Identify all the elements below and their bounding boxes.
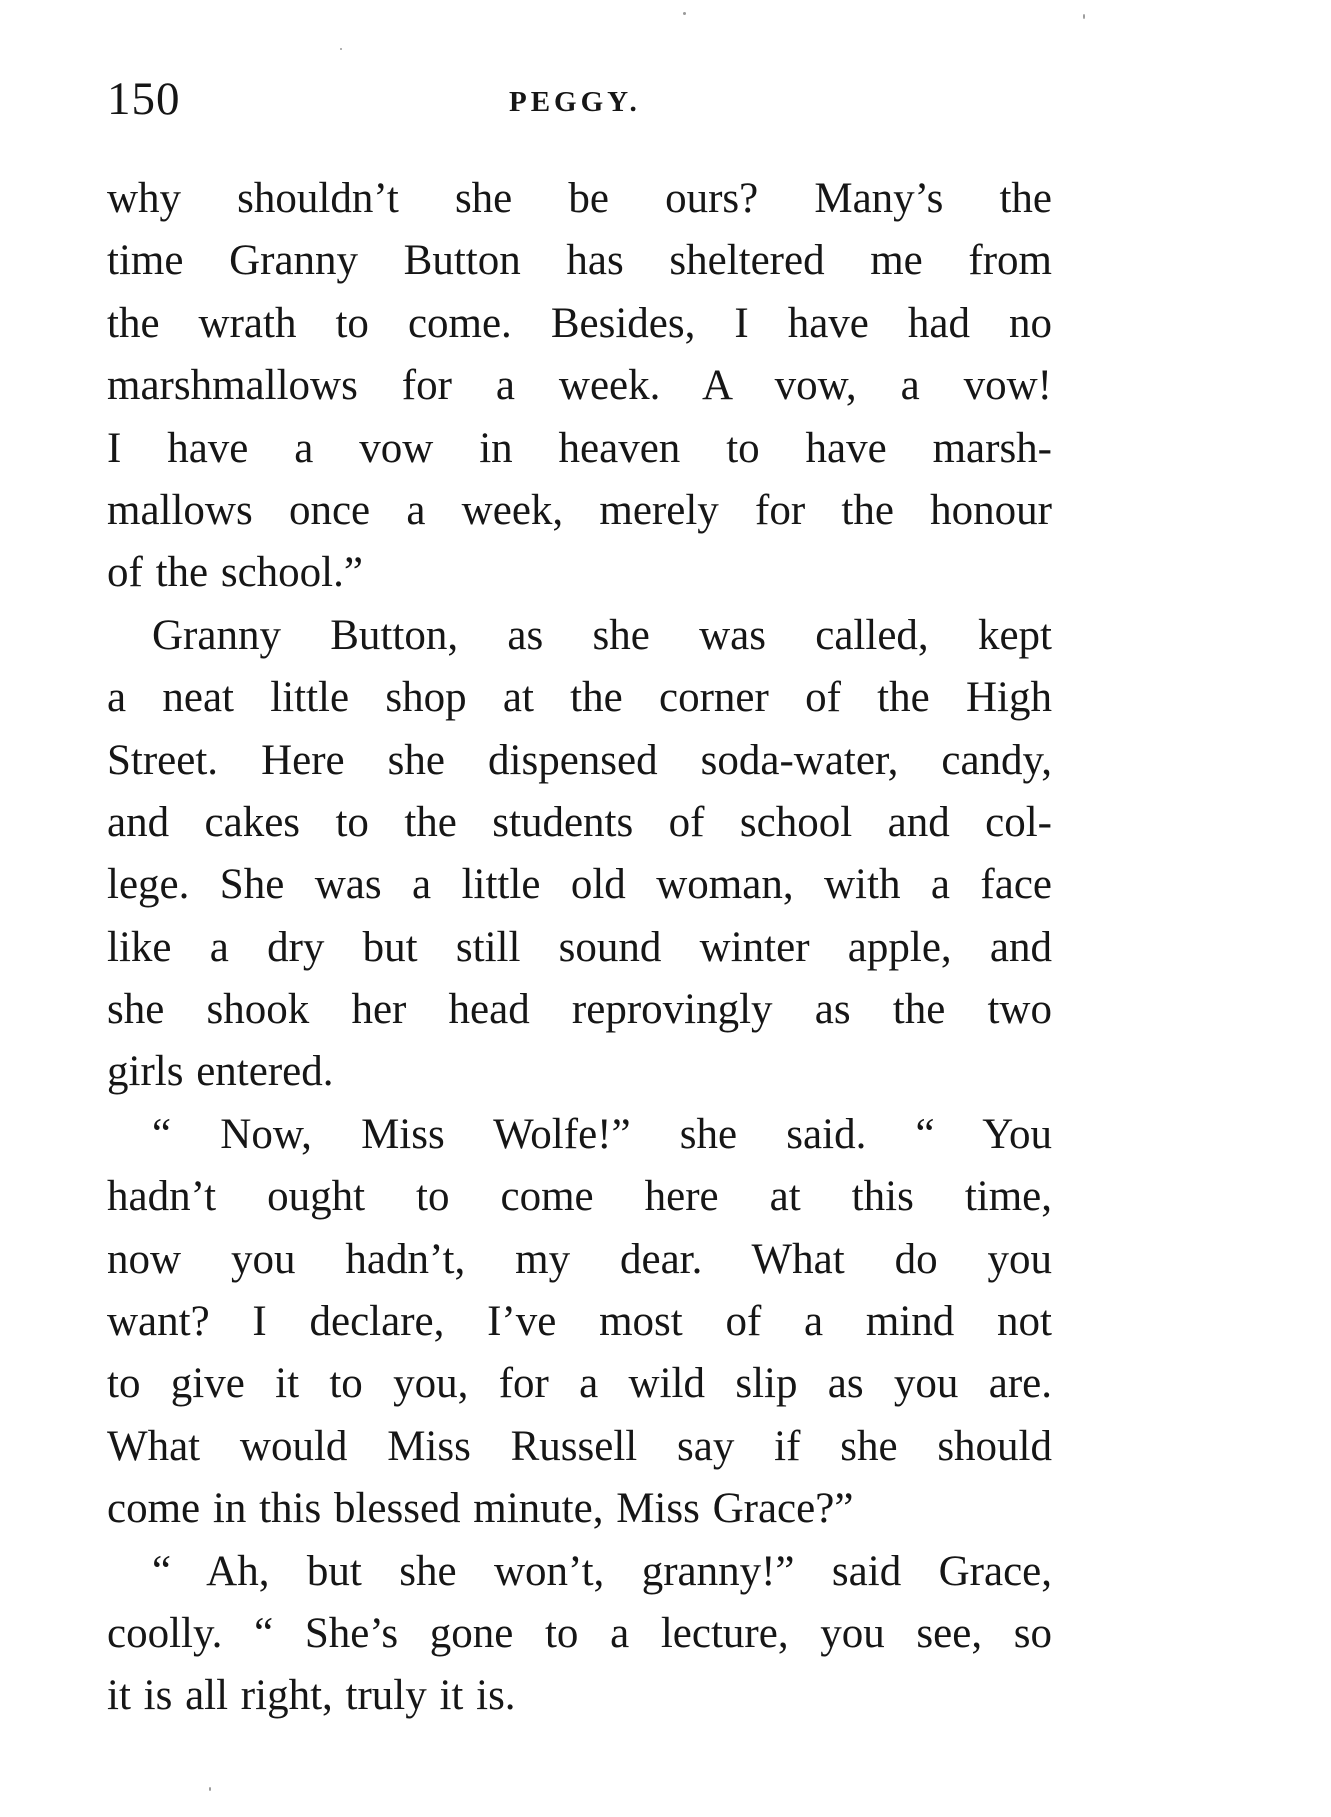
paragraph [107,1541,1052,1728]
text-line: time Granny Button has sheltered me from [107,237,1052,285]
paragraph [107,168,1052,605]
text-line: girls entered. [107,1048,334,1096]
scan-speck [209,1787,211,1791]
scan-speck [1083,14,1085,19]
text-line: mallows once a week, merely for the honour [107,486,1052,534]
paragraph [107,605,1052,1104]
body-text [107,168,1052,1728]
scan-speck [683,12,686,15]
scan-speck [340,48,342,50]
text-line: the wrath to come. Besides, I have had no [107,299,1052,347]
text-line: What would Miss Russell say if she should [107,1422,1052,1470]
text-line: lege. She was a little old woman, with a face [107,861,1052,909]
text-line: like a dry but still sound winter apple, and [107,923,1052,971]
text-line: I have a vow in heaven to have marsh- [107,424,1052,472]
page-number: 150 [107,73,181,125]
text-line: Street. Here she dispensed soda-water, candy, [107,736,1052,784]
text-line: of the school.” [107,549,363,597]
text-line: it is all right, truly it is. [107,1672,516,1720]
text-line: hadn’t ought to come here at this time, [107,1173,1052,1221]
text-line: and cakes to the students of school and col- [107,798,1052,846]
text-line: “ Now, Miss Wolfe!” she said. “ You [152,1110,1052,1158]
paragraph [107,1104,1052,1541]
text-line: marshmallows for a week. A vow, a vow! [107,362,1052,410]
text-line: a neat little shop at the corner of the High [107,674,1052,722]
text-line: why shouldn’t she be ours? Many’s the [107,175,1052,222]
text-line: want? I declare, I’ve most of a mind not [107,1298,1052,1346]
text-line: coolly. “ She’s gone to a lecture, you see, so [107,1609,1052,1657]
text-line: Granny Button, as she was called, kept [152,611,1052,659]
text-line: come in this blessed minute, Miss Grace?” [107,1485,854,1533]
running-head: PEGGY. [509,86,641,118]
text-line: now you hadn’t, my dear. What do you [107,1235,1052,1283]
text-line: “ Ah, but she won’t, granny!” said Grace, [152,1547,1052,1595]
text-line: she shook her head reprovingly as the two [107,986,1052,1034]
page-header [107,72,1052,132]
text-line: to give it to you, for a wild slip as you are. [107,1360,1052,1408]
